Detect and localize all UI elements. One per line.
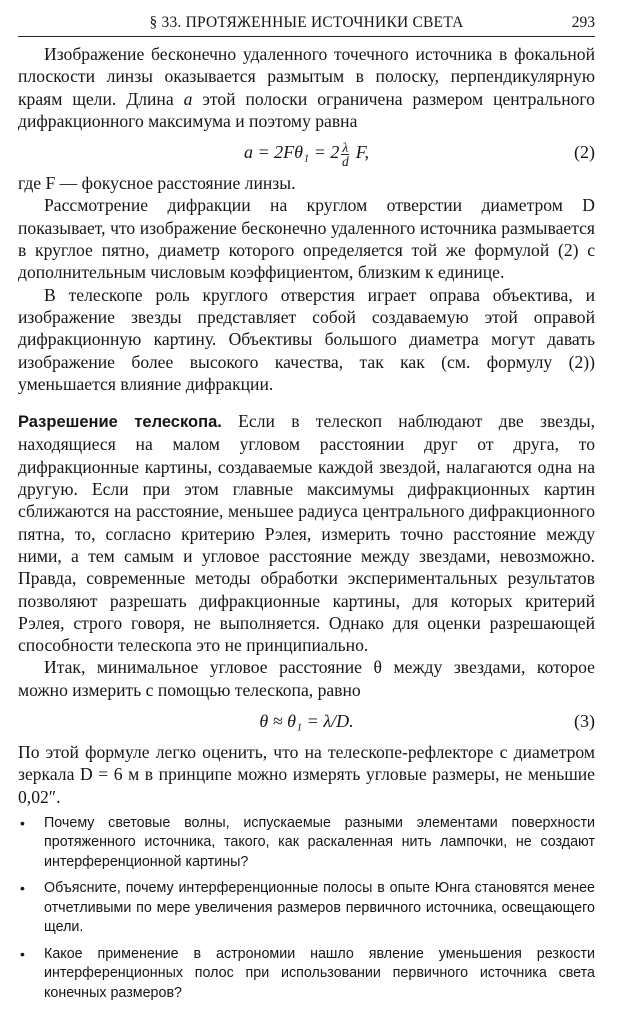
variable-a: a bbox=[183, 88, 193, 109]
equation-number-2: (2) bbox=[574, 142, 595, 163]
paragraph-6: Итак, минимальное угловое расстояние θ между звездами, которое можно измерить с помощью телескопа, равно bbox=[18, 657, 595, 700]
question-text: Почему световые волны, испускаемые разными элементами поверхности протяженного источника, такого, как раскаленная нить лампочки, не создают интерференционной картины? bbox=[44, 814, 595, 870]
question-text: Объясните, почему интерференционные полосы в опыте Юнга становятся менее отчетливыми по мере увеличения размеров первичного источника, освещающего щели. bbox=[44, 880, 595, 936]
question-item bbox=[18, 945, 595, 1004]
page-body bbox=[18, 43, 595, 1010]
paragraph-5 bbox=[18, 410, 595, 656]
bullet-icon: • bbox=[20, 814, 25, 831]
running-header bbox=[18, 10, 595, 37]
paragraph-1-text-a: Изображение бесконечно удаленного точечного источника в фокальной плоскости линзы оказывается размытым в полоску, перпендикулярную краям щели. Длина bbox=[18, 44, 595, 109]
formula-2-lhs: a = 2Fθ₁ = 2 bbox=[244, 142, 340, 163]
paragraph-7: По этой формуле легко оценить, что на телескопе-рефлекторе с диаметром зеркала D = 6 м в принципе можно измерять угловые размеры, не меньшие 0,02″. bbox=[18, 742, 595, 807]
equation-number-3: (3) bbox=[574, 711, 595, 732]
fraction-denominator: d bbox=[341, 153, 349, 169]
paragraph-1 bbox=[18, 43, 595, 132]
paragraph-1-text-b: этой полоски ограничена размером центрального дифракционного максимума и поэтому равна bbox=[18, 88, 595, 131]
page-number: 293 bbox=[571, 14, 595, 31]
paragraph-5-text: Если в телескоп наблюдают две звезды, находящиеся на малом угловом расстоянии друг от друга, то дифракционные картины, создаваемые каждой звездой, налагаются одна на другую. Если при этом главные максимумы дифракционных картин сближаются на расстояние, меньшее радиуса центрального дифракционного пятна, то, согласно критерию Рэлея, измерить точно расстояние между ними, а тем самым и угловое расстояние между звездами, невозможно. Правда, современные методы обработки экспериментальных результатов позволяют разрешать дифракционные картины, для которых критерий Рэлея, строго говоря, не выполняется. Однако для оценки разрешающей способности телескопа это не принципиально. bbox=[18, 411, 595, 656]
section-title: § 33. ПРОТЯЖЕННЫЕ ИСТОЧНИКИ СВЕТА bbox=[149, 14, 464, 31]
formula-3-expression: θ ≈ θ₁ = λ/D. bbox=[259, 711, 354, 732]
bullet-icon: • bbox=[20, 945, 25, 962]
paragraph-4: В телескопе роль круглого отверстия играет оправа объектива, и изображение звезды представляет собой создаваемую этой оправой дифракционную картину. Объективы большого диаметра могут давать изображение более высокого качества, так как (см. формулу (2)) уменьшается влияние дифракции. bbox=[18, 284, 595, 394]
paragraph-2: где F — фокусное расстояние линзы. bbox=[18, 173, 296, 194]
question-item bbox=[18, 879, 595, 938]
question-item bbox=[18, 814, 595, 873]
bullet-icon: • bbox=[20, 880, 25, 897]
question-list bbox=[18, 814, 595, 1004]
formula-2-rhs: F, bbox=[351, 142, 369, 163]
question-text: Какое применение в астрономии нашло явление уменьшения резкости интерференционных полос при использовании первичного источника света конечных размеров? bbox=[44, 945, 595, 1001]
formula-3 bbox=[18, 701, 595, 741]
formula-2 bbox=[18, 132, 595, 172]
paragraph-3: Рассмотрение дифракции на круглом отверстии диаметром D показывает, что изображение бесконечно удаленного источника размывается в круглое пятно, диаметр которого определяется той же формулой (2) с дополнительным числовым коэффициентом, близким к единице. bbox=[18, 195, 595, 283]
formula-2-fraction bbox=[341, 141, 349, 168]
fraction-numerator: λ bbox=[342, 139, 349, 155]
run-in-heading: Разрешение телескопа. bbox=[18, 413, 222, 432]
